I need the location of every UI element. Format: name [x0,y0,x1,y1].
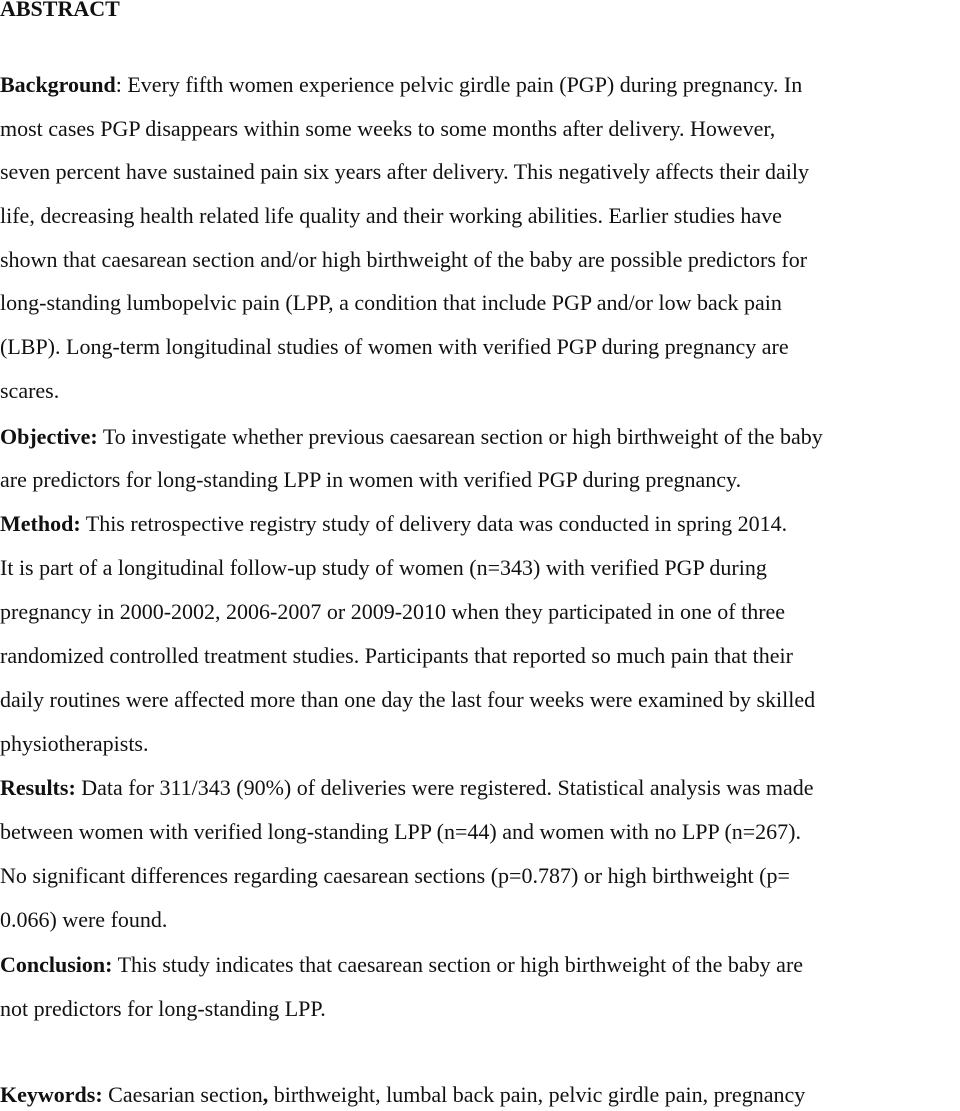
keyword-caesarian-section: Caesarian section [102,1082,263,1107]
method-line-4: randomized controlled treatment studies. Participants that reported so much pain that their [0,643,793,668]
keywords-label: Keywords: [0,1082,103,1107]
objective-line-1 [0,422,823,452]
keyword-separator: , [262,1082,269,1107]
method-line-3: pregnancy in 2000-2002, 2006-2007 or 2009-2010 when they participated in one of three [0,599,786,624]
conclusion-label: Conclusion: [0,952,113,977]
background-line-1 [0,70,802,100]
background-text-1: : Every fifth women experience pelvic girdle pain (PGP) during pregnancy. In [115,72,803,97]
results-label: Results: [0,775,76,800]
method-line-5: daily routines were affected more than one day the last four weeks were examined by skilled [0,687,816,712]
objective-label: Objective: [0,424,98,449]
method-line-1 [0,509,787,539]
background-line-5: shown that caesarean section and/or high birthweight of the baby are possible predictors for [0,247,808,272]
background-line-2: most cases PGP disappears within some weeks to some months after delivery. However, [0,116,776,141]
results-line-3: No significant differences regarding caesarean sections (p=0.787) or high birthweight (p= [0,863,790,888]
background-line-3: seven percent have sustained pain six years after delivery. This negatively affects their daily [0,159,810,184]
conclusion-line-2: not predictors for long-standing LPP. [0,996,326,1021]
results-line-2: between women with verified long-standing LPP (n=44) and women with no LPP (n=267). [0,819,802,844]
results-line-1 [0,773,814,803]
conclusion-text-1: This study indicates that caesarean section or high birthweight of the baby are [112,952,804,977]
results-text-1: Data for 311/343 (90%) of deliveries were registered. Statistical analysis was made [75,775,814,800]
background-line-8: scares. [0,378,60,403]
results-line-4: 0.066) were found. [0,907,168,932]
background-line-6: long-standing lumbopelvic pain (LPP, a condition that include PGP and/or low back pain [0,290,782,315]
abstract-heading: ABSTRACT [0,0,120,21]
conclusion-line-1 [0,950,803,980]
background-label: Background [0,72,116,97]
keywords-rest: birthweight, lumbal back pain, pelvic girdle pain, pregnancy [268,1082,806,1107]
method-text-1: This retrospective registry study of delivery data was conducted in spring 2014. [80,511,788,536]
method-line-2: It is part of a longitudinal follow-up study of women (n=343) with verified PGP during [0,555,767,580]
method-label: Method: [0,511,81,536]
background-line-7: (LBP). Long-term longitudinal studies of women with verified PGP during pregnancy are [0,334,789,359]
method-line-6: physiotherapists. [0,731,149,756]
objective-text-1: To investigate whether previous caesarean section or high birthweight of the baby [97,424,823,449]
objective-line-2: are predictors for long-standing LPP in women with verified PGP during pregnancy. [0,467,742,492]
keywords-line [0,1080,805,1110]
background-line-4: life, decreasing health related life quality and their working abilities. Earlier studies have [0,203,782,228]
